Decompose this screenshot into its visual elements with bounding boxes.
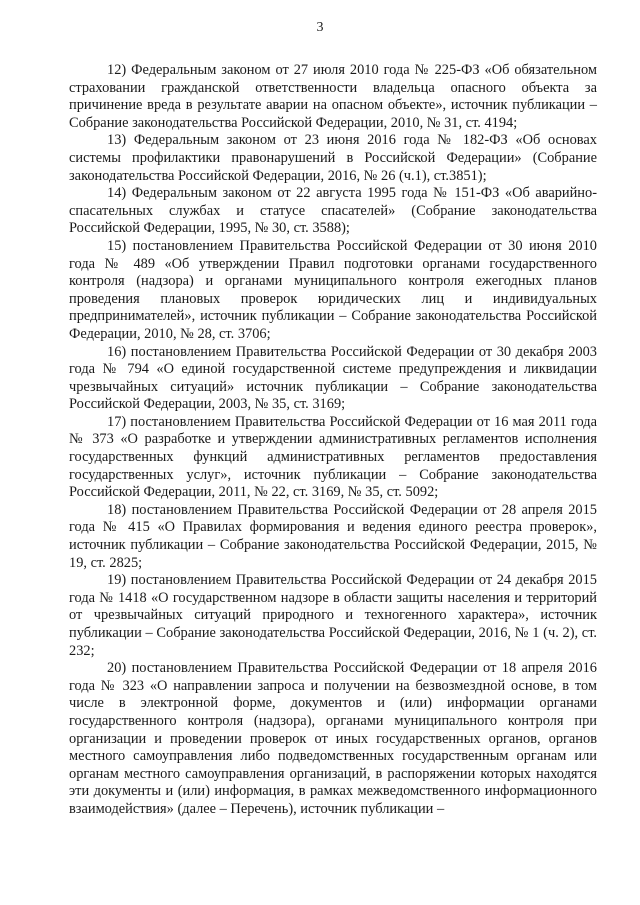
document-body	[69, 62, 597, 819]
list-item: 20) постановлением Правительства Российской Федерации от 18 апреля 2016 года № 323 «О направлении запроса и получении на безвозмездной основе, в том числе в электронной форме, документов и (или) информации органами государственного контроля (надзора), органами муниципального контроля при организации и проведении проверок от иных государственных органов, органов местного самоуправления либо подведомственных государственным органам или органам местного самоуправления организаций, в распоряжении которых находятся эти документы и (или) информация, в рамках межведомственного информационного взаимодействия» (далее – Перечень), источник публикации –	[69, 660, 597, 817]
list-item: 13) Федеральным законом от 23 июня 2016 года № 182-ФЗ «Об основах системы профилактики правонарушений в Российской Федерации» (Собрание законодательства Российской Федерации, 2016, № 26 (ч.1), ст.3851);	[69, 132, 597, 184]
list-item: 12) Федеральным законом от 27 июля 2010 года № 225-ФЗ «Об обязательном страховании гражданской ответственности владельца опасного объекта за причинение вреда в результате аварии на опасном объекте», источник публикации – Собрание законодательства Российской Федерации, 2010, № 31, ст. 4194;	[69, 62, 597, 131]
page-number: 3	[316, 20, 324, 35]
list-item: 17) постановлением Правительства Российской Федерации от 16 мая 2011 года № 373 «О разработке и утверждении административных регламентов исполнения государственных функций административных регламентов предоставления государственных услуг», источник публикации – Собрание законодательства Российской Федерации, 2011, № 22, ст. 3169, № 35, ст. 5092;	[69, 413, 597, 501]
list-item: 16) постановлением Правительства Российской Федерации от 30 декабря 2003 года № 794 «О единой государственной системе предупреждения и ликвидации чрезвычайных ситуаций» источник публикации – Собрание законодательства Российской Федерации, 2003, № 35, ст. 3169;	[69, 343, 597, 413]
list-item: 19) постановлением Правительства Российской Федерации от 24 декабря 2015 года № 1418 «О государственном надзоре в области защиты населения и территорий от чрезвычайных ситуаций природного и техногенного характера», источник публикации – Собрание законодательства Российской Федерации, 2016, № 1 (ч. 2), ст. 232;	[69, 572, 597, 659]
list-item: 18) постановлением Правительства Российской Федерации от 28 апреля 2015 года № 415 «О Правилах формирования и ведения единого реестра проверок», источник публикации – Собрание законодательства Российской Федерации, 2015, № 19, ст. 2825;	[69, 501, 597, 571]
list-item: 15) постановлением Правительства Российской Федерации от 30 июня 2010 года № 489 «Об утверждении Правил подготовки органами государственного контроля (надзора) и органами муниципального контроля ежегодных планов проведения плановых проверок юридических лиц и индивидуальных предпринимателей», источник публикации – Собрание законодательства Российской Федерации, 2010, № 28, ст. 3706;	[69, 237, 597, 342]
list-item: 14) Федеральным законом от 22 августа 1995 года № 151-ФЗ «Об аварийно-спасательных службах и статусе спасателей» (Собрание законодательства Российской Федерации, 1995, № 30, ст. 3588);	[69, 185, 597, 237]
